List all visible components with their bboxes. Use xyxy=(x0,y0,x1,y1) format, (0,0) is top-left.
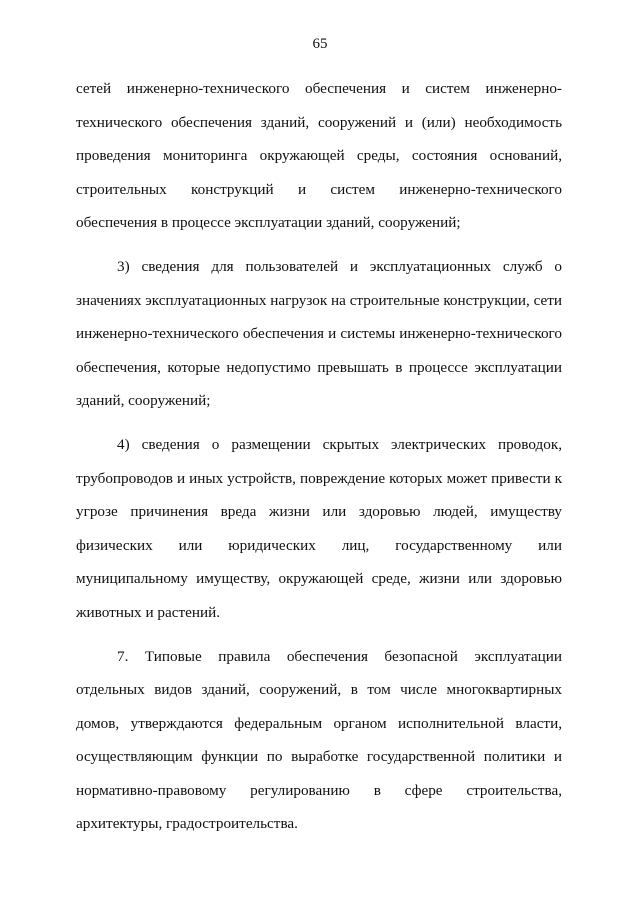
paragraph-item-3: 3) сведения для пользователей и эксплуатационных служб о значениях эксплуатационных нагрузок на строительные конструкции, сети инженерно-технического обеспечения и системы инженерно-технического обеспечения, которые недопустимо превышать в процессе эксплуатации зданий, сооружений; xyxy=(76,257,562,410)
paragraph-gap xyxy=(76,418,562,428)
page-number: 65 xyxy=(312,36,328,52)
paragraph-continuation: сетей инженерно-технического обеспечения и систем инженерно-технического обеспечения зданий, сооружений и (или) необходимость проведения мониторинга окружающей среды, состояния оснований, строительных конструкций и систем инженерно-технического обеспечения в процессе эксплуатации зданий, сооружений; xyxy=(76,80,562,232)
paragraph-gap xyxy=(76,630,562,640)
paragraph-section-7: 7. Типовые правила обеспечения безопасной эксплуатации отдельных видов зданий, сооружений, в том числе многоквартирных домов, утверждаются федеральным органом исполнительной власти, осуществляющим функции по выработке государственной политики и нормативно-правовому регулированию в сфере строительства, архитектуры, градостроительства. xyxy=(76,647,562,833)
document-body xyxy=(76,72,562,841)
paragraph-gap xyxy=(76,240,562,250)
paragraph-item-4: 4) сведения о размещении скрытых электрических проводок, трубопроводов и иных устройств, повреждение которых может привести к угрозе причинения вреда жизни или здоровью людей, имуществу физических или юридических лиц, государственному или муниципальному имуществу, окружающей среде, жизни или здоровью животных и растений. xyxy=(76,435,562,621)
